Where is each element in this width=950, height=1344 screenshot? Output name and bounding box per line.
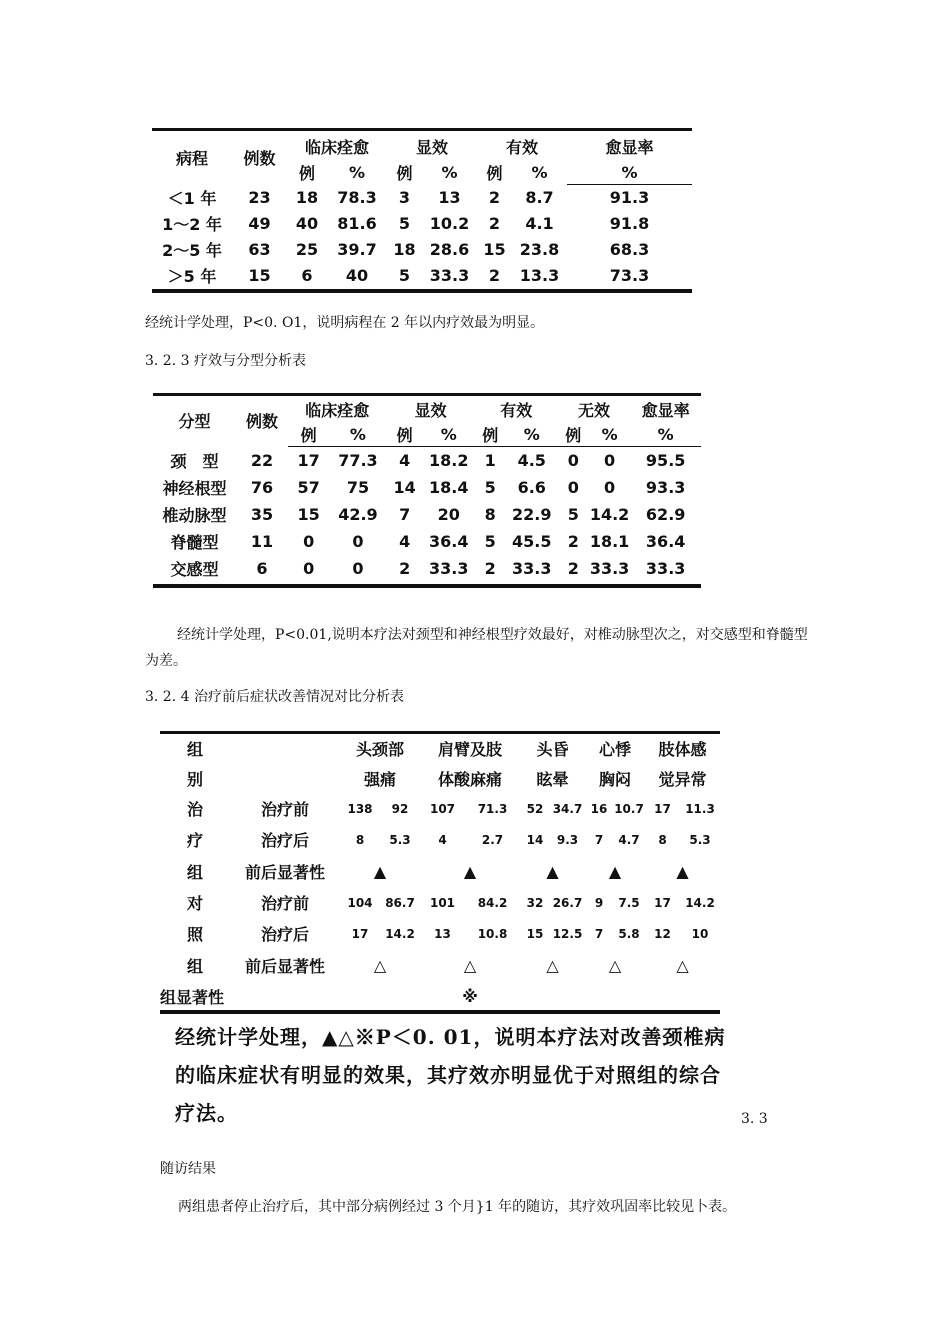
th-symptom-1: 头颈部 [355, 739, 404, 759]
cell: 2 [488, 265, 501, 285]
cell: 17 [654, 801, 671, 816]
cell: 18 [393, 239, 416, 259]
cell: 10.2 [429, 213, 470, 233]
sub-n: 例 [558, 423, 589, 447]
cell: 32 [526, 895, 544, 910]
th-cured: 临床痊愈 [305, 400, 370, 420]
cell: 5 [398, 265, 411, 285]
cell: 52 [526, 801, 544, 816]
th-symptom-3: 头昏 [536, 739, 569, 759]
cell: 17 [654, 895, 671, 910]
group-label: 对 [186, 894, 203, 913]
cell: 25 [295, 239, 319, 259]
significance-mark: △ [373, 955, 387, 975]
cell: 33.3 [429, 558, 469, 578]
table-row [160, 855, 720, 887]
cell: 8 [658, 832, 667, 847]
table-row [160, 887, 720, 918]
th-marked: 显效 [415, 137, 448, 157]
th-marked: 显效 [414, 400, 447, 420]
cell: 9 [594, 895, 604, 910]
cell: 10 [691, 926, 709, 941]
cell: 35 [250, 504, 274, 524]
table-row [153, 447, 701, 474]
cell: 15 [248, 265, 271, 285]
cell: 15 [297, 504, 320, 524]
cell: 22.9 [512, 504, 552, 524]
cell: 104 [347, 895, 373, 910]
cell: 78.3 [337, 187, 377, 207]
significance-mark: ▲ [373, 861, 387, 881]
stat-note-1: 经统计学处理，P<0. O1，说明病程在 2 年以内疗效最为明显。 [145, 315, 545, 331]
cell: 11.3 [685, 801, 715, 816]
row-label: 1～2 年 [162, 214, 222, 234]
table-type-efficacy [153, 395, 701, 582]
cell: 18.2 [429, 450, 469, 470]
cell: 73.3 [609, 265, 650, 285]
cell: 68.3 [609, 239, 650, 259]
stat-note-2: 经统计学处理，P<0.01,说明本疗法对颈型和神经根型疗效最好，对椎动脉型次之，对交感型和脊髓型为差。 [145, 627, 808, 669]
th-group-1: 组 [186, 739, 203, 759]
cell: 2 [488, 213, 501, 233]
significance-mark: ※ [462, 986, 478, 1006]
table-row [152, 210, 692, 236]
cell: 4.5 [517, 450, 546, 470]
sub-pct: % [348, 163, 366, 182]
row-label: 治疗前 [260, 894, 309, 913]
cell: 2 [567, 531, 579, 551]
cell: 11 [250, 531, 274, 551]
th-symptom-5b: 觉异常 [658, 769, 707, 789]
sub-pct: % [329, 423, 386, 447]
th-group-2: 别 [186, 769, 203, 789]
row-label: 治疗后 [260, 925, 309, 944]
cell: 92 [391, 801, 409, 816]
cell: 8 [484, 504, 496, 524]
cell: 23 [248, 187, 271, 207]
th-type: 分型 [178, 412, 211, 432]
cell: 107 [429, 801, 456, 816]
table1-bottom-rule [152, 289, 692, 293]
cell: 15 [483, 239, 506, 259]
th-cured: 临床痊愈 [304, 137, 369, 157]
row-label: 脊髓型 [170, 532, 219, 552]
cell: 8.7 [525, 187, 554, 207]
cell: 2.7 [481, 832, 504, 847]
row-label: ＜1 年 [167, 188, 217, 208]
group-label: 治 [186, 800, 203, 819]
row-label: 组显著性 [160, 987, 225, 1007]
table-row [153, 501, 701, 528]
cell: 2 [399, 558, 411, 578]
cell: 13 [434, 926, 451, 941]
table-row [160, 824, 720, 855]
cell: 0 [303, 531, 315, 551]
cell: 5.3 [689, 832, 711, 847]
cell: 12 [654, 926, 671, 941]
cell: 91.8 [609, 213, 650, 233]
group-label: 疗 [186, 831, 203, 850]
stat-note-3: 经统计学处理，▲△※P＜0. 01，说明本疗法对改善颈椎病的临床症状有明显的效果，其疗效亦明显优于对照组的综合疗法。 [175, 1025, 726, 1125]
table-row [152, 262, 692, 288]
cell: 45.5 [512, 531, 552, 551]
cell: 33.3 [429, 265, 470, 285]
cell: 12.5 [552, 926, 583, 941]
cell: 5 [484, 477, 496, 497]
cell: 40 [295, 213, 319, 233]
th-symptom-1b: 强痛 [363, 769, 396, 789]
cell: 17 [351, 926, 369, 941]
cell: 33.3 [589, 558, 630, 578]
sub-pct: % [423, 423, 475, 447]
row-label: 2～5 年 [162, 240, 222, 260]
significance-mark: ▲ [676, 861, 689, 881]
sub-pct: % [589, 423, 631, 447]
th-none: 无效 [578, 400, 611, 420]
cell: 7.5 [618, 895, 640, 910]
cell: 26.7 [552, 895, 583, 910]
cell: 57 [297, 477, 320, 497]
cell: 93.3 [645, 477, 686, 497]
row-label: 前后显著性 [244, 862, 325, 882]
significance-mark: △ [676, 955, 689, 975]
sub-n: 例 [298, 164, 315, 183]
sub-pct: % [441, 163, 458, 182]
cell: 101 [429, 895, 456, 910]
th-effective: 有效 [500, 400, 533, 420]
significance-mark: △ [546, 955, 559, 975]
row-label: ＞5 年 [167, 266, 217, 286]
cell: 77.3 [338, 450, 378, 470]
th-symptom-3b: 眩晕 [536, 769, 569, 789]
followup-paragraph: 两组患者停止治疗后，其中部分病例经过 3 个月}1 年的随访，其疗效巩固率比较见卜表。 [178, 1199, 737, 1215]
group-label: 组 [186, 862, 203, 882]
cell: 16 [590, 801, 608, 816]
cell: 10.8 [477, 926, 508, 941]
cell: 95.5 [645, 450, 686, 470]
table-row [152, 236, 692, 262]
sub-n: 例 [475, 423, 506, 447]
cell: 4 [399, 450, 411, 470]
row-label: 交感型 [170, 559, 219, 579]
table-row [153, 474, 701, 501]
table-course-efficacy [152, 131, 692, 288]
th-rate: 愈显率 [641, 400, 690, 420]
cell: 0 [352, 531, 364, 551]
cell: 33.3 [512, 558, 552, 578]
cell: 0 [567, 450, 579, 470]
cell: 4.7 [618, 832, 640, 847]
table3-bottom-rule [160, 1010, 720, 1014]
cell: 13.3 [519, 265, 560, 285]
cell: 7 [594, 832, 604, 847]
section-heading-3-2-4: 3. 2. 4 治疗前后症状改善情况对比分析表 [145, 689, 404, 705]
table-row [153, 528, 701, 555]
cell: 5 [567, 504, 579, 524]
section-number-3-3: 3. 3 [741, 1111, 768, 1127]
significance-mark: △ [463, 955, 477, 975]
cell: 4.1 [525, 213, 554, 233]
th-cases: 例数 [245, 412, 278, 432]
th-rate: 愈显率 [605, 137, 654, 157]
table-symptom-comparison [160, 733, 720, 1011]
cell: 34.7 [552, 801, 583, 816]
sub-pct: % [630, 423, 701, 447]
cell: 42.9 [338, 504, 378, 524]
cell: 0 [604, 450, 616, 470]
cell: 0 [303, 558, 315, 578]
th-effective: 有效 [505, 137, 538, 157]
cell: 81.6 [337, 213, 377, 233]
cell: 6.6 [517, 477, 546, 497]
cell: 49 [248, 213, 271, 233]
cell: 91.3 [609, 187, 650, 207]
sub-pct: % [531, 163, 548, 182]
cell: 20 [437, 504, 460, 524]
cell: 8 [355, 832, 365, 847]
table-row [152, 184, 692, 210]
cell: 5 [484, 531, 496, 551]
cell: 0 [604, 477, 616, 497]
cell: 10.7 [614, 801, 644, 816]
cell: 0 [352, 558, 364, 578]
cell: 17 [297, 450, 320, 470]
cell: 4 [399, 531, 411, 551]
group-label: 照 [186, 925, 203, 944]
cell: 6 [301, 265, 313, 285]
cell: 62.9 [645, 504, 686, 524]
table-row [153, 555, 701, 582]
cell: 14 [393, 477, 416, 497]
cell: 28.6 [429, 239, 470, 259]
row-label: 神经根型 [162, 478, 227, 498]
cell: 18.1 [589, 531, 630, 551]
cell: 22 [250, 450, 274, 470]
cell: 13 [438, 187, 461, 207]
cell: 9.3 [556, 832, 579, 847]
th-symptom-4: 心悸 [598, 739, 631, 759]
cell: 2 [488, 187, 501, 207]
row-label: 颈 型 [170, 451, 219, 471]
th-cases: 例数 [243, 149, 276, 168]
th-symptom-2b: 体酸麻痛 [437, 769, 502, 789]
table-row [160, 949, 720, 981]
cell: 76 [250, 477, 274, 497]
sub-n: 例 [396, 164, 413, 183]
cell: 14.2 [385, 926, 415, 941]
cell: 86.7 [385, 895, 415, 910]
cell: 0 [567, 477, 579, 497]
cell: 36.4 [429, 531, 469, 551]
row-label: 治疗后 [260, 831, 309, 850]
group-label: 组 [186, 956, 203, 976]
cell: 40 [345, 265, 369, 285]
cell: 3 [398, 187, 411, 207]
cell: 14.2 [685, 895, 715, 910]
cell: 63 [248, 239, 271, 259]
cell: 138 [347, 801, 373, 816]
table-row [160, 793, 720, 824]
cell: 1 [484, 450, 496, 470]
th-symptom-5: 肢体感 [658, 739, 707, 759]
cell: 7 [399, 504, 411, 524]
section-title: 随访结果 [160, 1161, 216, 1177]
cell: 4 [438, 832, 447, 847]
significance-mark: △ [608, 955, 622, 975]
cell: 71.3 [477, 801, 508, 816]
cell: 23.8 [519, 239, 560, 259]
cell: 6 [256, 558, 268, 578]
row-label: 前后显著性 [244, 956, 325, 976]
th-symptom-4b: 胸闷 [598, 769, 631, 789]
section-heading-3-2-3: 3. 2. 3 疗效与分型分析表 [145, 353, 306, 369]
sub-n: 例 [486, 164, 503, 183]
row-label: 治疗前 [260, 800, 309, 819]
significance-mark: ▲ [608, 861, 622, 881]
cell: 39.7 [337, 239, 377, 259]
cell: 36.4 [645, 531, 686, 551]
cell: 14.2 [589, 504, 630, 524]
sub-n: 例 [288, 423, 330, 447]
cell: 75 [346, 477, 370, 497]
sub-pct: % [506, 423, 558, 447]
th-course: 病程 [175, 149, 208, 168]
cell: 33.3 [645, 558, 686, 578]
table-row [160, 981, 720, 1011]
cell: 18.4 [429, 477, 469, 497]
significance-mark: ▲ [546, 861, 559, 881]
cell: 7 [594, 926, 604, 941]
cell: 18 [295, 187, 319, 207]
cell: 84.2 [477, 895, 508, 910]
cell: 2 [484, 558, 496, 578]
cell: 15 [526, 926, 544, 941]
cell: 2 [567, 558, 579, 578]
table2-bottom-rule [153, 584, 701, 588]
row-label: 椎动脉型 [162, 505, 227, 525]
sub-n: 例 [386, 423, 422, 447]
th-symptom-2: 肩臂及肢 [437, 739, 502, 759]
cell: 5 [398, 213, 411, 233]
cell: 5.3 [389, 832, 411, 847]
sub-pct: % [567, 161, 692, 184]
cell: 5.8 [618, 926, 640, 941]
significance-mark: ▲ [463, 861, 477, 881]
table-row [160, 918, 720, 949]
cell: 14 [526, 832, 544, 847]
